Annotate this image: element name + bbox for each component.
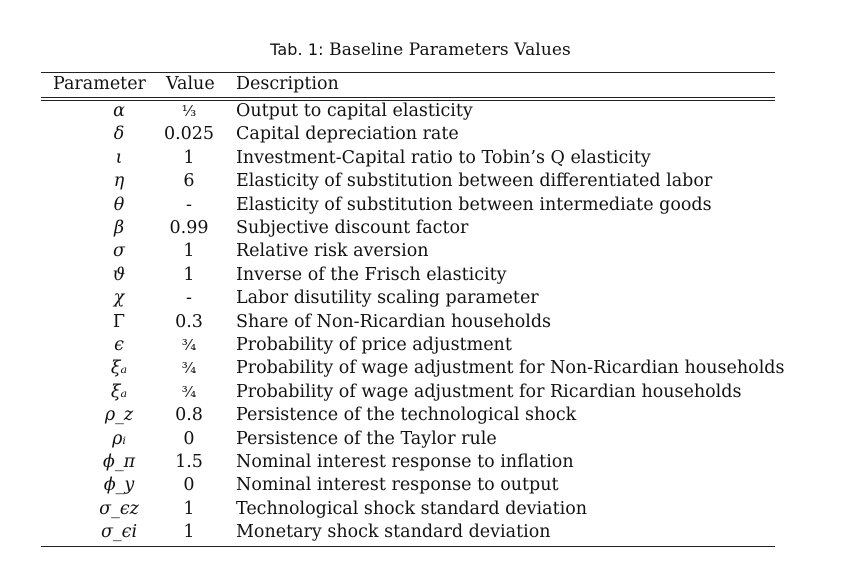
parameter-value: ³⁄₄ xyxy=(181,359,197,378)
parameter-value: 1 xyxy=(183,522,195,543)
parameter-symbol: β xyxy=(113,218,125,238)
parameter-value: 1 xyxy=(183,264,195,285)
parameter-description: Labor disutility scaling parameter xyxy=(236,288,539,309)
parameter-symbol: σ xyxy=(113,241,125,262)
parameter-description: Persistence of the Taylor rule xyxy=(236,428,497,449)
parameter-description: Elasticity of substitution between differentiated labor xyxy=(236,171,713,192)
table-row xyxy=(41,428,775,451)
parameter-description: Inverse of the Frisch elasticity xyxy=(236,264,507,285)
parameter-description: Subjective discount factor xyxy=(236,218,469,238)
parameter-value: 1 xyxy=(183,147,195,168)
parameter-description: Probability of wage adjustment for Ricardian households xyxy=(236,381,742,402)
table-caption xyxy=(0,40,841,60)
parameter-symbol: α xyxy=(113,101,125,121)
parameter-description: Probability of wage adjustment for Non-Ricardian households xyxy=(236,358,785,379)
header-parameter: Parameter xyxy=(53,74,146,94)
parameter-symbol: ρᵢ xyxy=(112,428,126,449)
parameter-description: Probability of price adjustment xyxy=(236,335,512,355)
table-row xyxy=(41,100,775,123)
header-description: Description xyxy=(236,74,339,94)
parameter-value: 1 xyxy=(183,498,195,519)
parameter-symbol: δ xyxy=(113,124,125,145)
table-row xyxy=(41,240,775,263)
bottom-rule xyxy=(41,546,775,547)
table-row xyxy=(41,170,775,193)
parameter-symbol: η xyxy=(113,171,125,192)
parameter-value: 0.3 xyxy=(175,311,203,332)
parameter-value: ³⁄₄ xyxy=(181,336,197,354)
caption-label: Tab. 1: xyxy=(270,40,324,59)
parameter-value: 0.8 xyxy=(175,405,203,426)
table-row xyxy=(41,264,775,287)
table-row xyxy=(41,521,775,544)
parameter-symbol: σ_ϵi xyxy=(100,522,138,543)
parameter-description: Nominal interest response to output xyxy=(236,475,559,496)
parameter-symbol: χ xyxy=(113,288,125,309)
table-row xyxy=(41,217,775,240)
parameter-symbol: ρ_z xyxy=(104,405,134,426)
table-row xyxy=(41,287,775,310)
table-row xyxy=(41,147,775,170)
parameter-description: Elasticity of substitution between intermediate goods xyxy=(236,194,712,215)
header-row xyxy=(41,73,775,96)
parameter-symbol: ϕ_y xyxy=(103,475,135,496)
table-row xyxy=(41,311,775,334)
parameter-description: Nominal interest response to inflation xyxy=(236,452,574,472)
caption-title: Baseline Parameters Values xyxy=(329,40,571,60)
header-double-rule-upper xyxy=(41,97,775,98)
parameter-description: Investment-Capital ratio to Tobin’s Q elasticity xyxy=(236,147,651,168)
header-value: Value xyxy=(166,74,215,94)
parameter-symbol: ϕ_π xyxy=(102,452,136,472)
parameter-symbol: Γ xyxy=(112,311,126,332)
parameter-symbol: ϑ xyxy=(112,264,126,285)
parameter-symbol: ι xyxy=(115,147,123,168)
parameter-symbol: ξₐ xyxy=(110,381,128,402)
parameter-symbol: θ xyxy=(113,194,125,215)
table-row xyxy=(41,194,775,217)
parameter-value: 0.025 xyxy=(163,124,215,145)
parameter-description: Output to capital elasticity xyxy=(236,101,473,121)
table-row xyxy=(41,334,775,357)
parameter-symbol: σ_ϵz xyxy=(99,498,139,519)
table-row xyxy=(41,498,775,521)
table-row xyxy=(41,474,775,497)
parameter-value: 0.99 xyxy=(169,218,209,238)
parameter-description: Capital depreciation rate xyxy=(236,124,459,145)
parameter-symbol: ϵ xyxy=(114,335,124,355)
table-row xyxy=(41,123,775,146)
table-row xyxy=(41,451,775,474)
parameter-description: Share of Non-Ricardian households xyxy=(236,311,552,332)
table-row xyxy=(41,381,775,404)
parameter-value: ³⁄₄ xyxy=(181,382,197,401)
parameter-value: 1 xyxy=(183,241,195,262)
table-row xyxy=(41,357,785,380)
parameter-value: 1.5 xyxy=(175,452,203,472)
parameter-symbol: ξₐ xyxy=(110,358,128,379)
parameter-value: 6 xyxy=(183,171,195,192)
parameter-value: ¹⁄₃ xyxy=(181,102,197,120)
table-row xyxy=(41,404,775,427)
parameter-value: - xyxy=(186,194,192,215)
parameter-description: Monetary shock standard deviation xyxy=(236,522,551,543)
parameter-value: 0 xyxy=(183,428,195,449)
parameter-value: 0 xyxy=(183,475,195,496)
parameter-description: Technological shock standard deviation xyxy=(236,498,588,519)
parameter-description: Persistence of the technological shock xyxy=(236,405,577,426)
parameter-value: - xyxy=(186,288,192,309)
parameter-description: Relative risk aversion xyxy=(236,241,429,262)
